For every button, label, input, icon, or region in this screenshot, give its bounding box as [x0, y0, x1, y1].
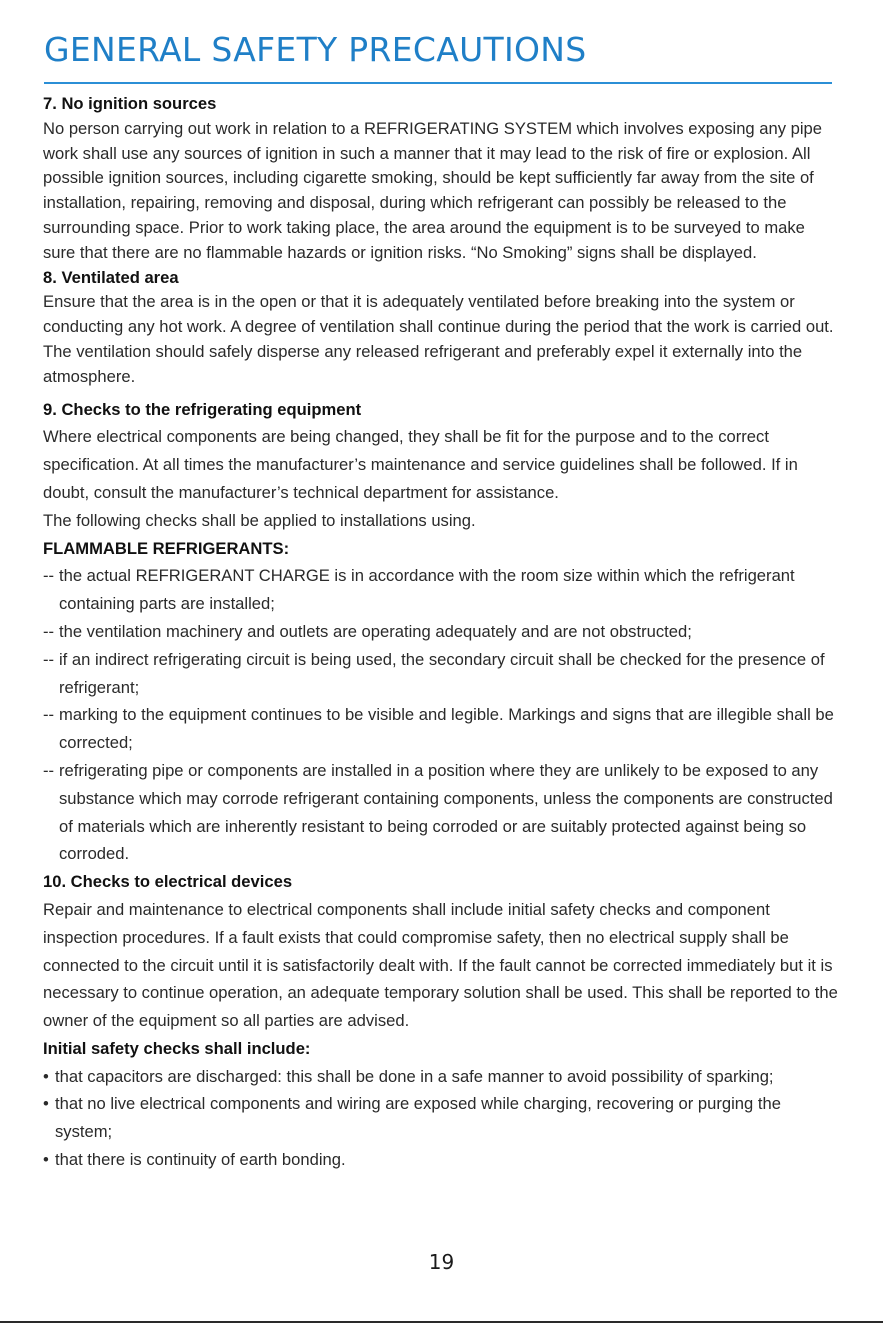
list-item-text: refrigerating pipe or components are installed in a position where they are unlikely to be exposed to any substance which may corrode refrigerant containing components, unless the components are constructed of materials which are inherently resistant to being corroded or are suitably protected against being so corroded. — [59, 760, 833, 864]
list-item — [43, 1146, 838, 1174]
list-item-text: that no live electrical components and wiring are exposed while charging, recovering or purging the system; — [55, 1094, 781, 1142]
list-item-text: the actual REFRIGERANT CHARGE is in accordance with the room size within which the refrigerant containing parts are installed; — [59, 566, 795, 614]
list-item — [43, 1090, 838, 1146]
list-item — [43, 646, 838, 702]
check-list — [43, 562, 838, 868]
list-item-text: marking to the equipment continues to be visible and legible. Markings and signs that are illegible shall be corrected; — [59, 705, 834, 753]
list-item-text: that capacitors are discharged: this shall be done in a safe manner to avoid possibility of sparking; — [55, 1066, 774, 1086]
section-subheading: Initial safety checks shall include: — [43, 1038, 311, 1058]
bullet-marker: • — [43, 1150, 49, 1170]
list-item-text: if an indirect refrigerating circuit is being used, the secondary circuit shall be checked for the presence of refrigerant; — [59, 649, 825, 697]
section-paragraph: The following checks shall be applied to installations using. — [43, 510, 476, 530]
dash-marker: -- — [43, 705, 55, 725]
section-heading: 10. Checks to electrical devices — [43, 872, 293, 892]
section-heading: 7. No ignition sources — [43, 94, 217, 113]
section-no-ignition-sources — [43, 92, 838, 266]
list-item — [43, 562, 838, 618]
section-checks-electrical-devices — [43, 868, 838, 1174]
section-paragraph: No person carrying out work in relation to a REFRIGERATING SYSTEM which involves exposing any pipe work shall use any sources of ignition in such a manner that it may lead to the risk of fire or explosion. All possible ignition sources, including cigarette smoking, should be kept sufficiently far away from the site of installation, repairing, removing and disposal, during which refrigerant can possibly be released to the surrounding space. Prior to work taking place, the area around the equipment is to be surveyed to make sure that there are no flammable hazards or ignition risks. “No Smoking” signs shall be displayed. — [43, 118, 822, 262]
dash-marker: -- — [43, 760, 55, 780]
section-heading: 8. Ventilated area — [43, 267, 179, 287]
list-item — [43, 1063, 838, 1091]
initial-checks-list — [43, 1063, 838, 1174]
section-paragraph: Where electrical components are being changed, they shall be fit for the purpose and to the correct specification. At all times the manufacturer’s maintenance and service guidelines shall be followed. If in doubt, consult the manufacturer’s technical department for assistance. — [43, 427, 798, 502]
dash-marker: -- — [43, 649, 55, 669]
dash-marker: -- — [43, 621, 55, 641]
page-title: GENERAL SAFETY PRECAUTIONS — [44, 30, 587, 69]
section-heading: 9. Checks to the refrigerating equipment — [43, 399, 362, 419]
page-number: 19 — [428, 1250, 455, 1274]
section-ventilated-area — [43, 266, 838, 390]
list-item — [43, 618, 838, 646]
list-item — [43, 757, 838, 868]
bullet-marker: • — [43, 1066, 49, 1086]
list-item — [43, 701, 838, 757]
section-checks-refrigerating-equipment — [43, 396, 838, 869]
bullet-marker: • — [43, 1094, 49, 1114]
list-item-text: that there is continuity of earth bonding. — [55, 1150, 346, 1170]
section-paragraph: Repair and maintenance to electrical components shall include initial safety checks and component inspection procedures. If a fault exists that could compromise safety, then no electrical supply shall be connected to the circuit until it is satisfactorily dealt with. If the fault cannot be corrected immediately but it is necessary to continue operation, an adequate temporary solution shall be used. This shall be reported to the owner of the equipment so all parties are advised. — [43, 899, 838, 1031]
section-paragraph: Ensure that the area is in the open or that it is adequately ventilated before breaking into the system or conducting any hot work. A degree of ventilation shall continue during the period that the work is carried out. The ventilation should safely disperse any released refrigerant and preferably expel it externally into the atmosphere. — [43, 292, 834, 386]
page-content — [43, 92, 838, 1174]
bottom-border — [0, 1321, 883, 1323]
list-item-text: the ventilation machinery and outlets are operating adequately and are not obstructed; — [59, 621, 692, 641]
section-subheading: FLAMMABLE REFRIGERANTS: — [43, 538, 290, 558]
title-divider — [44, 82, 832, 84]
dash-marker: -- — [43, 566, 55, 586]
